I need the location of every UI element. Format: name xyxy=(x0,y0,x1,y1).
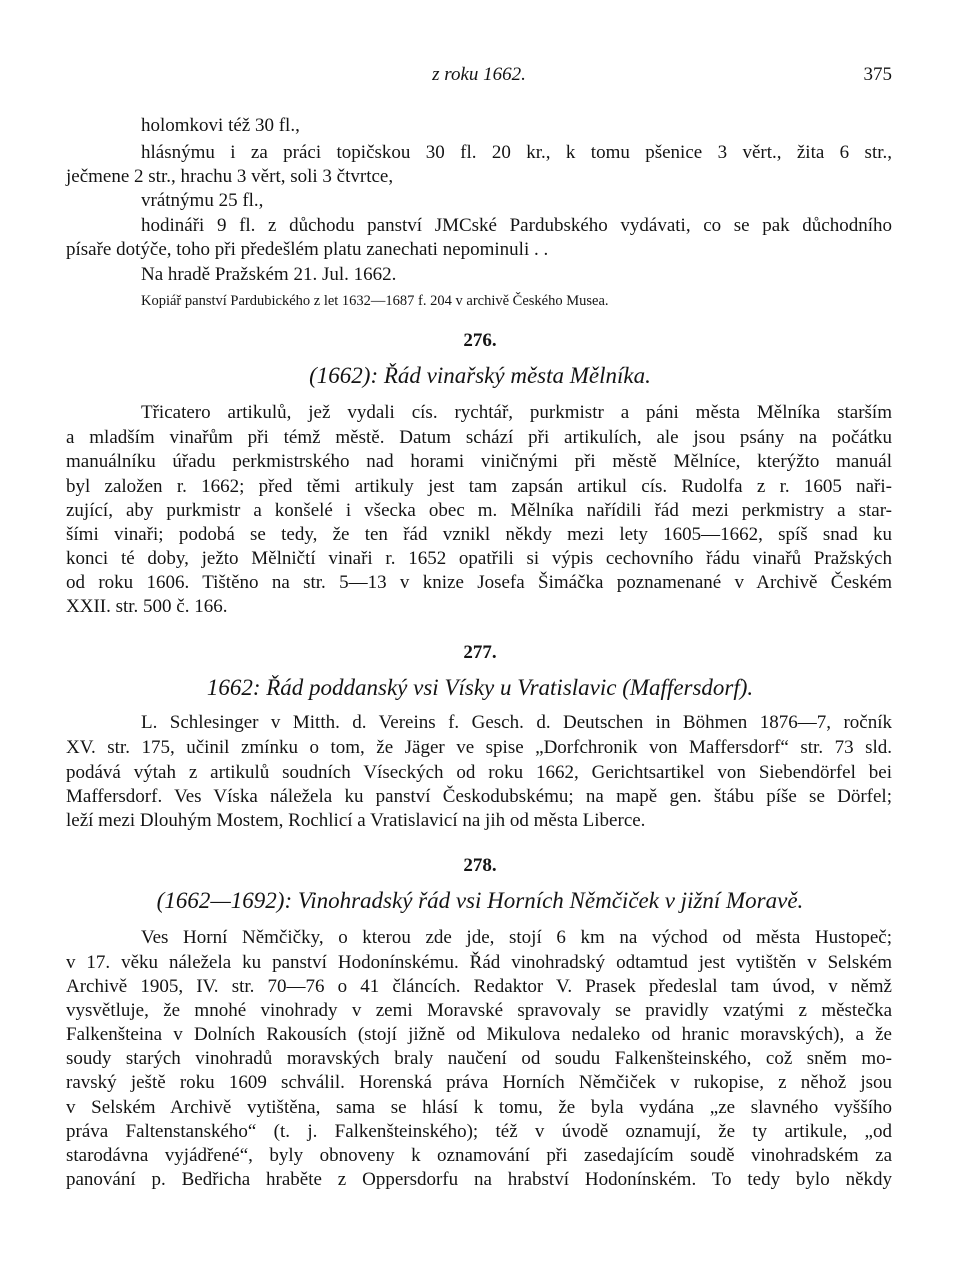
running-title: z roku 1662. xyxy=(432,64,526,85)
paragraph-line: Archivě 1905, IV. str. 70—76 o 41 článcích. Redaktor V. Prasek předeslal tam úvod, v němž xyxy=(66,976,892,997)
paragraph-line: manuálníku úřadu perkmistrského nad horami viničnými při městě Mělníce, kterýžto manuál xyxy=(66,451,892,472)
paragraph-line: vysvětluje, že mnohé vinohrady v zemi Moravské spravovaly se pravidly vzatými z městečka xyxy=(66,1000,892,1021)
paragraph-line: panování p. Bedřicha hraběte z Oppersdorfu na hrabství Hodonínském. To tedy bylo někdy xyxy=(66,1169,892,1190)
section-title: 1662: Řád poddanský vsi Vísky u Vratislavic (Maffersdorf). xyxy=(206,675,754,700)
section-number: 276. xyxy=(463,330,497,351)
paragraph-line: XXII. str. 500 č. 166. xyxy=(66,596,228,617)
paragraph-line: Falkenšteina v Dolních Rakousích (stojí jižně od Mikulova nedaleko od hranic moravských), a že xyxy=(66,1024,892,1045)
page-number: 375 xyxy=(863,64,892,85)
paragraph-line: od roku 1606. Tištěno na str. 5—13 v knize Josefa Šimáčka poznamenané v Archivě Českém xyxy=(66,572,892,593)
list-item: holomkovi též 30 fl., xyxy=(141,115,300,136)
paragraph-line: leží mezi Dlouhým Mostem, Rochlicí a Vratislavicí na jih od města Liberce. xyxy=(66,810,646,831)
list-item: ječmene 2 str., hrachu 3 věrt, soli 3 čtvrtce, xyxy=(66,166,394,187)
paragraph-line: zující, aby purkmistr a konšelé i všecka obec m. Mělníka nařídili řád mezi perkmistry a star- xyxy=(66,500,892,521)
section-title: (1662—1692): Vinohradský řád vsi Horních Němčiček v jižní Moravě. xyxy=(156,888,804,913)
list-item: hlásnýmu i za práci topičskou 30 fl. 20 kr., k tomu pšenice 3 věrt., žita 6 str., xyxy=(141,142,892,163)
paragraph-line: podává výtah z artikulů soudních Víseckých od roku 1662, Gerichtsartikel von Siebendörfel bei xyxy=(66,762,892,783)
paragraph-line: Třicatero artikulů, jež vydali cís. rychtář, purkmistr a páni města Mělníka starším xyxy=(141,402,892,423)
paragraph-line: práva Faltenstanského“ (t. j. Falkenšteinského); též v úvodě oznamují, že ty artikule, „od xyxy=(66,1121,892,1142)
list-item: hodináři 9 fl. z důchodu panství JMCské Pardubského vydávati, co se pak důchodního xyxy=(141,215,892,236)
paragraph-line: byl založen r. 1662; před těmi artikuly jest tam zapsán artikul cís. Rudolfa z r. 1605 naři- xyxy=(66,476,892,497)
section-number: 277. xyxy=(463,642,497,663)
paragraph-line: starodávna vyjádřené“, byly obnoveny k oznamování při zasedajícím soudě vinohradském za xyxy=(66,1145,892,1166)
date-line: Na hradě Pražském 21. Jul. 1662. xyxy=(141,264,397,285)
paragraph-line: v 17. věku náležela ku panství Hodonínskému. Řád vinohradský odtamtud jest vytištěn v Selském xyxy=(66,952,892,973)
paragraph-line: XV. str. 175, učinil zmínku o tom, že Jäger ve spise „Dorfchronik von Maffersdorf“ str. 73 sld. xyxy=(66,737,892,758)
source-note: Kopiář panství Pardubického z let 1632—1687 f. 204 v archivě Českého Musea. xyxy=(141,293,609,309)
paragraph-line: konci té doby, ježto Mělničtí vinaři r. 1652 opatřili si výpis cechovního řádu vinařů Pražských xyxy=(66,548,892,569)
paragraph-line: soudy starých vinohradů moravských braly naučení od soudu Falkenšteinského, což sněm mo- xyxy=(66,1048,892,1069)
paragraph-line: a mladším vinařům při témž městě. Datum schází při artikulích, ale jsou psány na počátku xyxy=(66,427,892,448)
section-number: 278. xyxy=(463,855,497,876)
paragraph-line: Maffersdorf. Ves Víska náležela ku panství Českodubskému; na mapě gen. štábu píše se Dörfel; xyxy=(66,786,892,807)
list-item: vrátnýmu 25 fl., xyxy=(141,190,264,211)
list-item: písaře dotýče, toho při předešlém platu zanechati nepominuli . . xyxy=(66,239,549,260)
paragraph-line: šími vinaři; podobá se tedy, že ten řád vznikl někdy mezi lety 1605—1662, spíš snad ku xyxy=(66,524,892,545)
page-header xyxy=(66,64,892,92)
paragraph-line: ravský ještě roku 1609 schválil. Horenská práva Horních Němčiček v rukopise, z něhož jsou xyxy=(66,1072,892,1093)
paragraph-line: v Selském Archivě vytištěna, sama se hlásí k tomu, že byla vydána „ze slavného vyššího xyxy=(66,1097,892,1118)
paragraph-line: L. Schlesinger v Mitth. d. Vereins f. Gesch. d. Deutschen in Böhmen 1876—7, ročník xyxy=(141,712,892,733)
section-title: (1662): Řád vinařský města Mělníka. xyxy=(309,363,651,388)
paragraph-line: Ves Horní Němčičky, o kterou zde jde, stojí 6 km na východ od města Hustopeč; xyxy=(141,927,892,948)
